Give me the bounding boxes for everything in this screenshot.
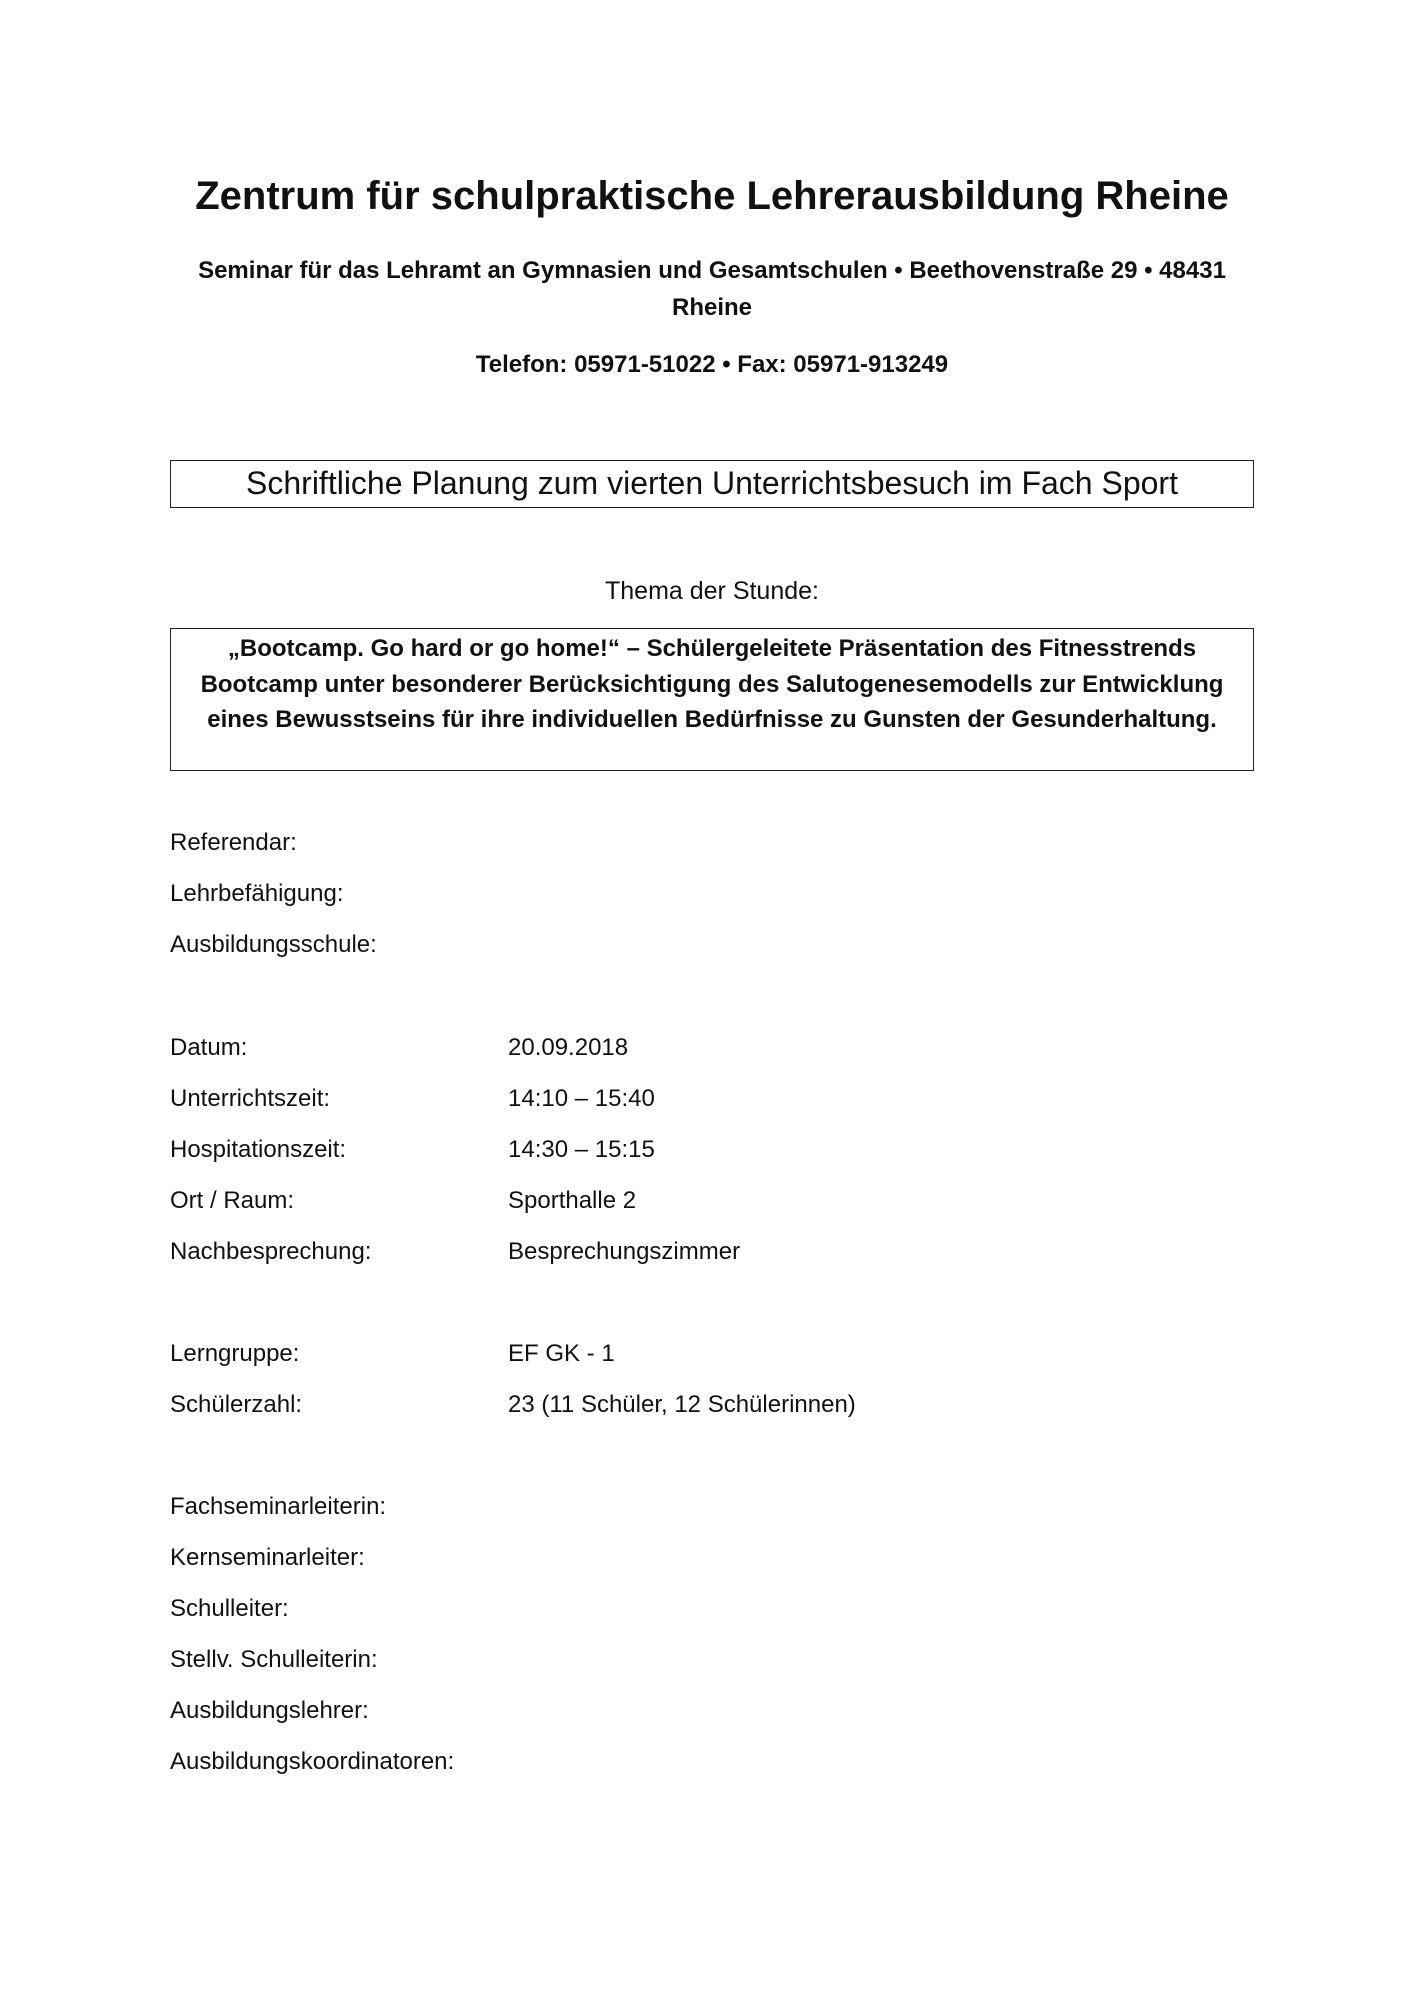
field-label: Schülerzahl: [170, 1391, 303, 1418]
field-label: Ausbildungskoordinatoren: [170, 1748, 455, 1775]
field-referendar [170, 826, 1254, 860]
field-label: Lehrbefähigung: [170, 880, 344, 907]
topic-box: „Bootcamp. Go hard or go home!“ – Schülergeleitete Präsentation des Fitnesstrends Bootcamp unter besonderer Berücksichtigung des Salutogenesemodells zur Entwicklung eines Bewusstseins für ihre individuellen Bedürfnisse zu Gunsten der Gesunderhaltung. [170, 628, 1254, 771]
field-label: Datum: [170, 1034, 248, 1061]
field-fachseminarleiterin [170, 1490, 1254, 1524]
field-label: Stellv. Schulleiterin: [170, 1646, 378, 1673]
field-label: Ausbildungslehrer: [170, 1697, 369, 1724]
seminar-address-line: Seminar für das Lehramt an Gymnasien und Gesamtschulen • Beethovenstraße 29 • 48431 Rheine [198, 257, 1226, 321]
field-nachbesprechung [170, 1235, 1254, 1269]
field-value: 20.09.2018 [508, 1034, 629, 1061]
field-label: Fachseminarleiterin: [170, 1493, 387, 1520]
field-label: Nachbesprechung: [170, 1238, 372, 1265]
field-ausbildungskoordinatoren [170, 1745, 1254, 1779]
field-label: Unterrichtszeit: [170, 1085, 331, 1112]
page-title: Zentrum für schulpraktische Lehrerausbildung Rheine [195, 174, 1229, 218]
field-schulleiter [170, 1592, 1254, 1626]
field-schuelerzahl [170, 1388, 1254, 1422]
field-label: Lerngruppe: [170, 1340, 300, 1367]
field-unterrichtszeit [170, 1082, 1254, 1116]
field-value: 14:30 – 15:15 [508, 1136, 655, 1163]
field-kernseminarleiter [170, 1541, 1254, 1575]
field-lerngruppe [170, 1337, 1254, 1371]
field-ausbildungsschule [170, 928, 1254, 962]
plan-heading-box: Schriftliche Planung zum vierten Unterrichtsbesuch im Fach Sport [170, 460, 1254, 508]
field-label: Ausbildungsschule: [170, 931, 377, 958]
field-label: Hospitationszeit: [170, 1136, 347, 1163]
topic-label: Thema der Stunde: [604, 577, 819, 605]
field-value: 14:10 – 15:40 [508, 1085, 655, 1112]
field-value: Sporthalle 2 [508, 1187, 637, 1214]
field-value: EF GK - 1 [508, 1340, 615, 1367]
field-ausbildungslehrer [170, 1694, 1254, 1728]
field-label: Referendar: [170, 829, 297, 856]
field-lehrbefaehigung [170, 877, 1254, 911]
field-hospitationszeit [170, 1133, 1254, 1167]
field-ort-raum [170, 1184, 1254, 1218]
contact-line: Telefon: 05971-51022 • Fax: 05971-913249 [475, 351, 949, 378]
field-stellv-schulleiterin [170, 1643, 1254, 1677]
field-value: 23 (11 Schüler, 12 Schülerinnen) [508, 1391, 856, 1418]
field-label: Schulleiter: [170, 1595, 289, 1622]
field-label: Kernseminarleiter: [170, 1544, 365, 1571]
field-label: Ort / Raum: [170, 1187, 295, 1214]
field-datum [170, 1031, 1254, 1065]
field-value: Besprechungszimmer [508, 1238, 741, 1265]
